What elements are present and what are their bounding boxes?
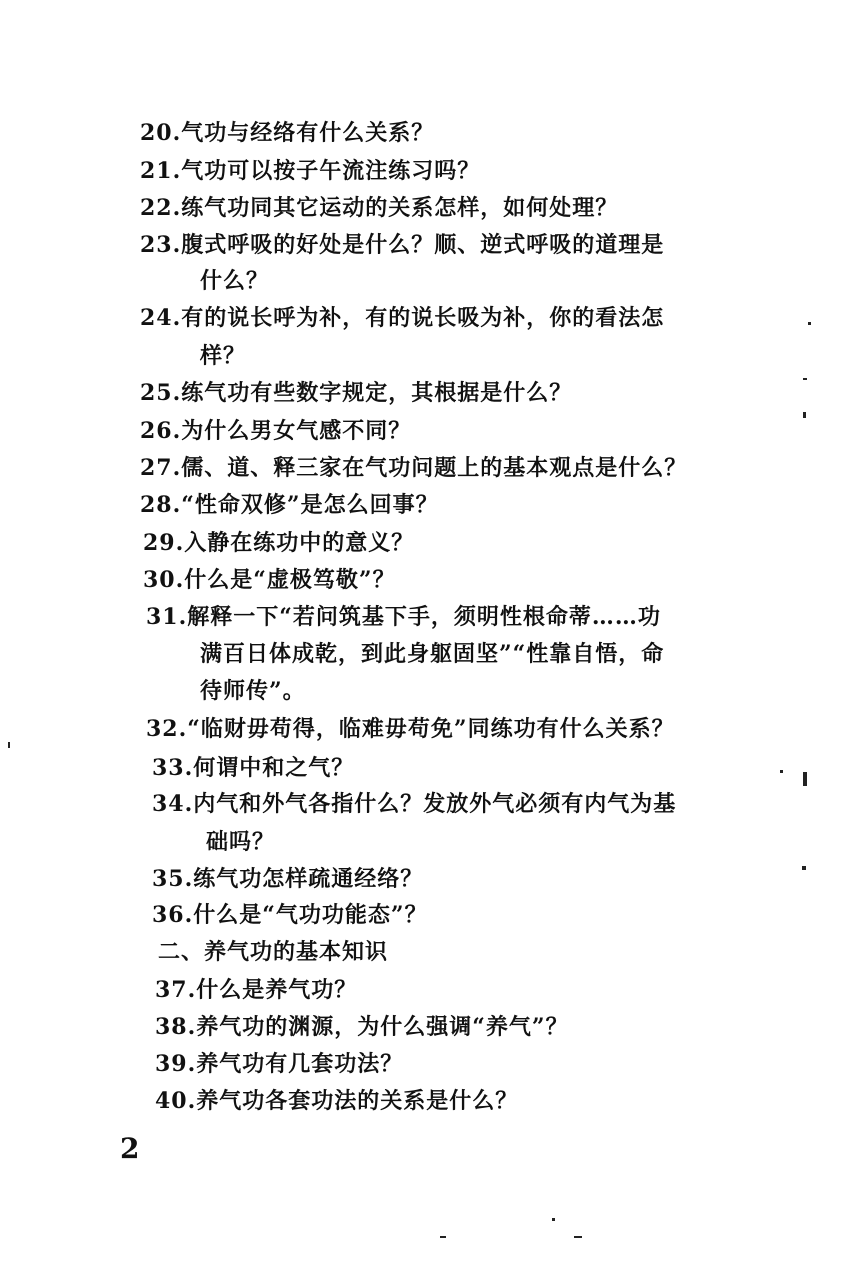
scan-speck xyxy=(803,378,807,380)
scan-speck xyxy=(8,742,10,748)
question-34-continued: 础吗？ xyxy=(206,829,276,855)
question-39: 39.养气功有几套功法？ xyxy=(155,1051,404,1077)
question-22: 22.练气功同其它运动的关系怎样，如何处理？ xyxy=(140,195,619,221)
scan-speck xyxy=(802,866,806,870)
question-26: 26.为什么男女气感不同？ xyxy=(140,418,412,444)
scan-speck xyxy=(780,770,783,773)
question-35: 35.练气功怎样疏通经络？ xyxy=(152,866,424,892)
section-heading: 二、养气功的基本知识 xyxy=(158,939,389,965)
question-25: 25.练气功有些数字规定，其根据是什么？ xyxy=(140,380,573,406)
scan-speck xyxy=(574,1236,582,1238)
question-31-continued-2: 待师传”。 xyxy=(200,678,306,704)
page-number: 2 xyxy=(120,1132,140,1165)
scan-speck xyxy=(808,322,811,325)
question-24: 24.有的说长呼为补，有的说长吸为补，你的看法怎 xyxy=(140,305,665,331)
question-40: 40.养气功各套功法的关系是什么？ xyxy=(155,1088,519,1114)
question-36: 36.什么是“气功功能态”？ xyxy=(152,902,428,928)
scan-speck xyxy=(552,1218,555,1221)
question-37: 37.什么是养气功？ xyxy=(155,977,358,1003)
question-34: 34.内气和外气各指什么？发放外气必须有内气为基 xyxy=(152,791,677,817)
question-30: 30.什么是“虚极笃敬”？ xyxy=(143,567,396,593)
question-38: 38.养气功的渊源，为什么强调“养气”？ xyxy=(155,1014,569,1040)
question-21: 21.气功可以按子午流注练习吗？ xyxy=(140,158,481,184)
scan-speck xyxy=(803,412,806,418)
question-28: 28.“性命双修”是怎么回事？ xyxy=(140,492,439,518)
question-27: 27.儒、道、释三家在气功问题上的基本观点是什么？ xyxy=(140,455,688,481)
question-20: 20.气功与经络有什么关系？ xyxy=(140,120,435,146)
question-33: 33.何谓中和之气？ xyxy=(152,755,355,781)
scan-speck xyxy=(440,1236,446,1238)
question-32: 32.“临财毋苟得，临难毋苟免”同练功有什么关系？ xyxy=(146,716,675,742)
question-29: 29.入静在练功中的意义？ xyxy=(143,530,415,556)
question-24-continued: 样？ xyxy=(200,343,247,369)
question-31-continued-1: 满百日体成乾，到此身躯固坚”“性靠自悟，命 xyxy=(200,641,665,667)
question-31: 31.解释一下“若问筑基下手，须明性根命蒂……功 xyxy=(146,604,661,630)
question-23-continued: 什么？ xyxy=(200,268,270,294)
question-23: 23.腹式呼吸的好处是什么？顺、逆式呼吸的道理是 xyxy=(140,232,665,258)
scan-speck xyxy=(803,772,807,786)
